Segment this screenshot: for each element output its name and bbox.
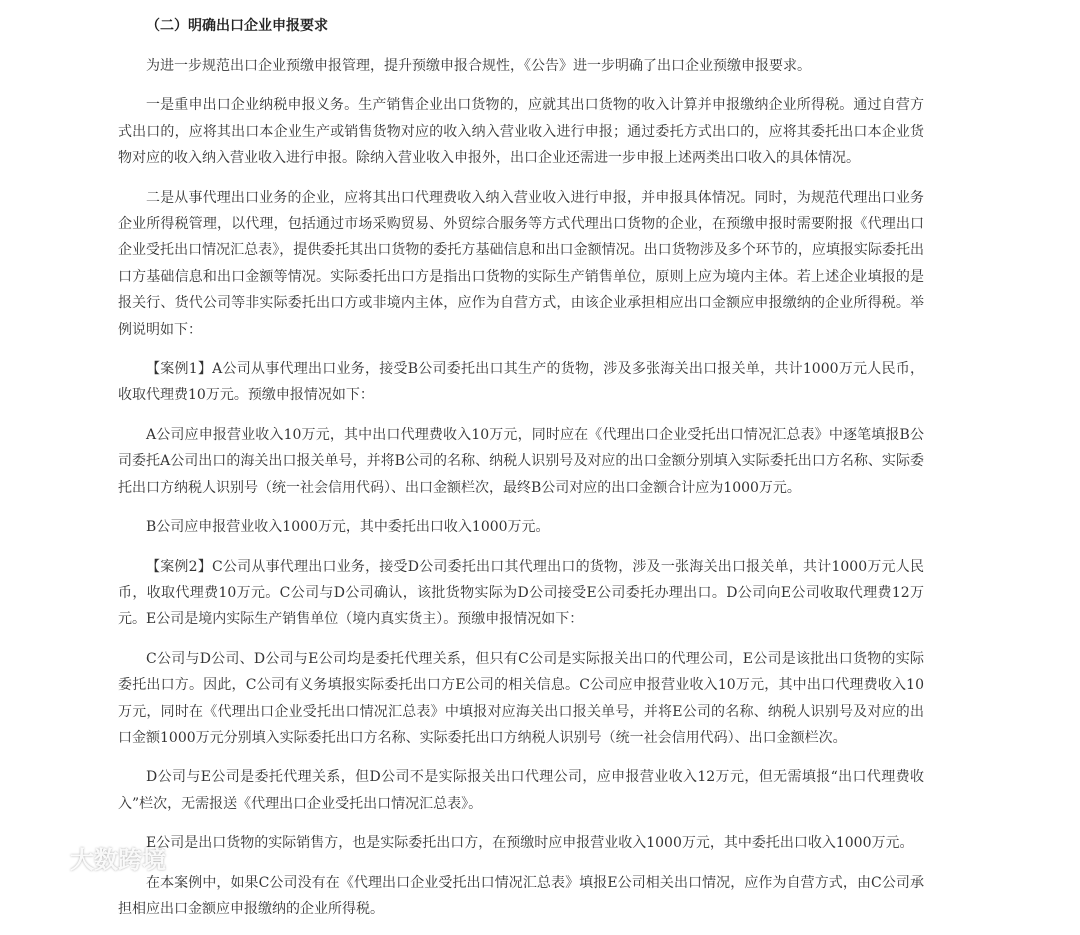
paragraph-case-2-d: D公司与E公司是委托代理关系，但D公司不是实际报关出口代理公司，应申报营业收入12万元，但无需填报“出口代理费收入”栏次，无需报送《代理出口企业受托出口情况汇总表》。 — [118, 769, 924, 812]
section-heading: （二）明确出口企业申报要求 — [146, 18, 328, 34]
paragraph-case-2-note: 在本案例中，如果C公司没有在《代理出口企业受托出口情况汇总表》填报E公司相关出口情况，应作为自营方式，由C公司承担相应出口金额应申报缴纳的企业所得税。 — [118, 874, 924, 917]
article-body — [118, 13, 924, 935]
paragraph-case-1-a: A公司应申报营业收入10万元，其中出口代理费收入10万元，同时应在《代理出口企业受托出口情况汇总表》中逐笔填报B公司委托A公司出口的海关出口报关单号，并将B公司的名称、纳税人识别号及对应的出口金额分别填入实际委托出口方名称、实际委托出口方纳税人识别号（统一社会信用代码）、出口金额栏次，最终B公司对应的出口金额合计应为1000万元。 — [118, 426, 924, 496]
watermark — [6, 840, 166, 875]
paragraph-case-1: 【案例1】A公司从事代理出口业务，接受B公司委托出口其生产的货物，涉及多张海关出口报关单，共计1000万元人民币，收取代理费10万元。预缴申报情况如下： — [118, 361, 924, 404]
paragraph-case-2-e: E公司是出口货物的实际销售方，也是实际委托出口方，在预缴时应申报营业收入1000万元，其中委托出口收入1000万元。 — [146, 835, 914, 852]
logo-icon — [6, 843, 64, 873]
paragraph-case-1-b: B公司应申报营业收入1000万元，其中委托出口收入1000万元。 — [146, 519, 550, 536]
paragraph-case-2-c: C公司与D公司、D公司与E公司均是委托代理关系，但只有C公司是实际报关出口的代理公司，E公司是该批出口货物的实际委托出口方。因此，C公司有义务填报实际委托出口方E公司的相关信息。C公司应申报营业收入10万元，其中出口代理费收入10万元，同时在《代理出口企业受托出口情况汇总表》中填报对应海关出口报关单号，并将E公司的名称、纳税人识别号及对应的出口金额1000万元分别填入实际委托出口方名称、实际委托出口方纳税人识别号（统一社会信用代码）、出口金额栏次。 — [118, 650, 924, 746]
paragraph-case-2: 【案例2】C公司从事代理出口业务，接受D公司委托出口其代理出口的货物，涉及一张海关出口报关单，共计1000万元人民币，收取代理费10万元。C公司与D公司确认，该批货物实际为D公司接受E公司委托办理出口。D公司向E公司收取代理费12万元。E公司是境内实际生产销售单位（境内真实货主）。预缴申报情况如下： — [118, 558, 924, 628]
paragraph-point-1: 一是重申出口企业纳税申报义务。生产销售企业出口货物的，应就其出口货物的收入计算并申报缴纳企业所得税。通过自营方式出口的，应将其出口本企业生产或销售货物对应的收入纳入营业收入进行申报；通过委托方式出口的，应将其委托出口本企业货物对应的收入纳入营业收入进行申报。除纳入营业收入申报外，出口企业还需进一步申报上述两类出口收入的具体情况。 — [118, 97, 924, 167]
paragraph-point-2: 二是从事代理出口业务的企业，应将其出口代理费收入纳入营业收入进行申报，并申报具体情况。同时，为规范代理出口业务企业所得税管理，以代理，包括通过市场采购贸易、外贸综合服务等方式代理出口货物的企业，在预缴申报时需要附报《代理出口企业受托出口情况汇总表》，提供委托其出口货物的委托方基础信息和出口金额情况。出口货物涉及多个环节的，应填报实际委托出口方基础信息和出口金额等情况。实际委托出口方是指出口货物的实际生产销售单位，原则上应为境内主体。若上述企业填报的是报关行、货代公司等非实际委托出口方或非境内主体，应作为自营方式，由该企业承担相应出口金额应申报缴纳的企业所得税。举例说明如下： — [118, 189, 924, 338]
watermark-text: 大数跨境 — [70, 846, 166, 874]
paragraph-intro: 为进一步规范出口企业预缴申报管理，提升预缴申报合规性，《公告》进一步明确了出口企业预缴申报要求。 — [146, 58, 811, 74]
